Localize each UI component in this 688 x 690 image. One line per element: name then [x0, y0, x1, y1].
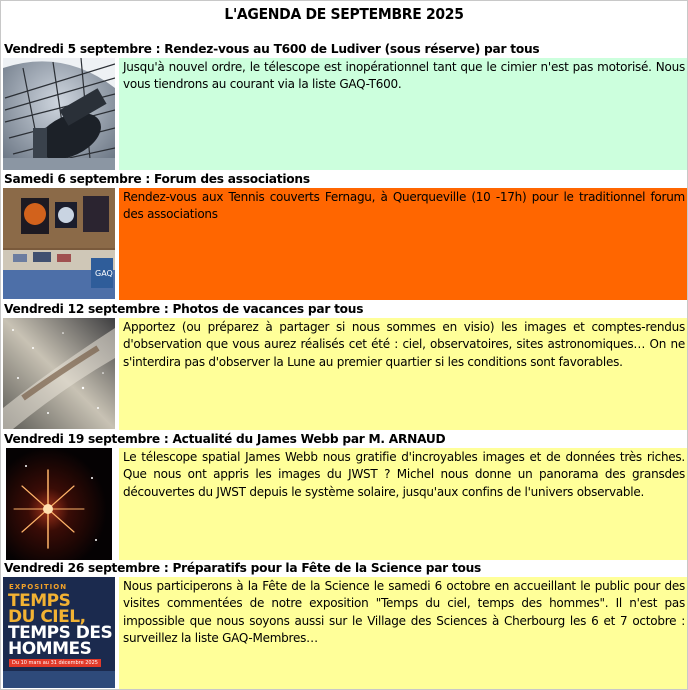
event-heading: Vendredi 12 septembre : Photos de vacances par tous [4, 302, 364, 316]
event-heading: Vendredi 5 septembre : Rendez-vous au T600 de Ludiver (sous réserve) par tous [4, 42, 540, 56]
svg-text:GAQ: GAQ [95, 269, 113, 278]
event-1 [1, 41, 687, 173]
event-4 [1, 431, 687, 562]
event-heading: Vendredi 26 septembre : Préparatifs pour la Fête de la Science par tous [4, 561, 482, 575]
milky-way-image [3, 318, 115, 429]
telescope-image [3, 58, 115, 170]
poster-footer [3, 671, 115, 688]
exposition-poster-image [3, 577, 115, 688]
event-description: Rendez-vous aux Tennis couverts Fernagu, à Querqueville (10 -17h) pour le traditionnel forum des associations [119, 188, 687, 300]
event-3 [1, 301, 687, 429]
event-description: Nous participerons à la Fête de la Science le samedi 6 octobre en accueillant le public pour des visites commentées de notre exposition "Temps du ciel, temps des hommes". Il n'est pas impossible que nous soyons aussi sur le Village des Sciences à Cherbourg les 6 et 7 octobre : surveillez la liste GAQ-Membres… [119, 577, 687, 689]
poster-line-4: HOMMES [8, 639, 92, 659]
event-description: Le télescope spatial James Webb nous gratifie d'incroyables images et de données très riches. Que nous ont appris les images du JWST ? Michel nous donne un panorama des gransdes découvertes du JWST depuis le système solaire, jusqu'aux confins de l'univers observable. [119, 448, 687, 560]
jwst-star-image [6, 448, 112, 560]
poster-line-1: TEMPS [8, 591, 71, 611]
poster-line-3: TEMPS DES [8, 623, 113, 643]
event-description: Jusqu'à nouvel ordre, le télescope est inopérationnel tant que le cimier n'est pas motorisé. Nous vous tiendrons au courant via la liste GAQ-T600. [119, 58, 687, 170]
poster-dates: Du 10 mars au 31 décembre 2025 [9, 659, 101, 667]
page-title: L'AGENDA DE SEPTEMBRE 2025 [224, 5, 464, 23]
event-2 [1, 171, 687, 299]
event-heading: Vendredi 19 septembre : Actualité du James Webb par M. ARNAUD [4, 432, 446, 446]
event-description: Apportez (ou préparez à partager si nous sommes en visio) les images et comptes-rendus d'observation que vous aurez réalisés cet été : ciel, observatoires, sites astronomiques… On ne s'interdira pas d'observer la Lune au premier quartier si les conditions sont favorables. [119, 318, 687, 430]
event-5 [1, 560, 687, 688]
forum-stand-image [3, 188, 115, 299]
event-heading: Samedi 6 septembre : Forum des associations [4, 172, 310, 186]
poster-line-2: DU CIEL, [8, 607, 86, 627]
poster-kicker: EXPOSITION [9, 583, 68, 591]
